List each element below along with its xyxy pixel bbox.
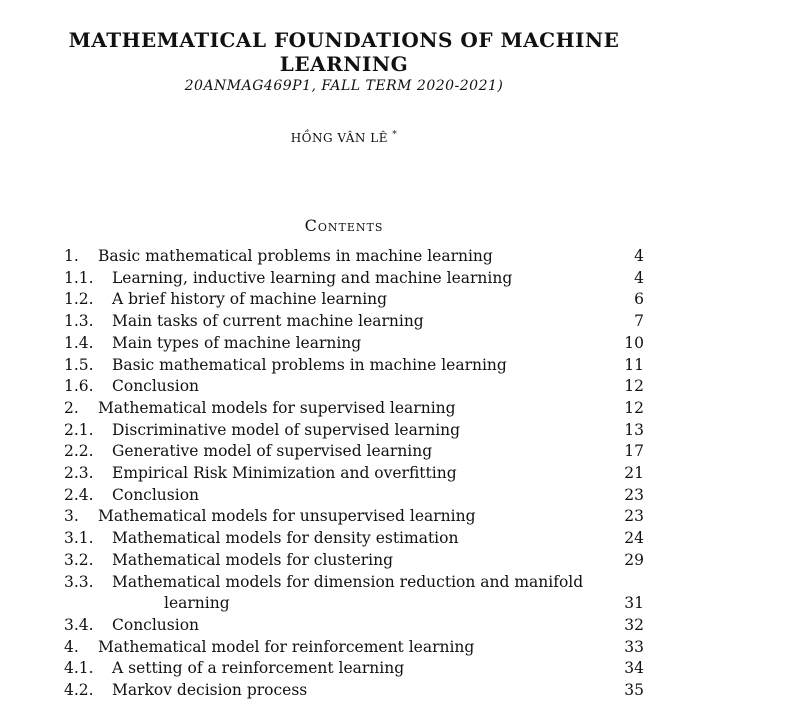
toc-entry-page-number: 4 [634,268,644,287]
toc-entry-number: 1.4. [64,333,94,352]
toc-entry-page-number: 35 [624,681,644,700]
toc-entry[interactable] [64,376,644,398]
toc-entry-page-number: 12 [624,377,644,396]
toc-entry-page-number: 13 [624,420,644,439]
toc-entry[interactable] [64,572,644,615]
document-title-line-1: MATHEMATICAL FOUNDATIONS OF MACHINE [68,28,620,52]
toc-entry-title [98,398,644,420]
toc-entry-title [112,268,644,290]
toc-entry[interactable] [64,333,644,355]
toc-entry[interactable] [64,528,644,550]
toc-entry-page-number: 7 [634,312,644,331]
toc-entry-title [112,311,644,333]
toc-entry-number: 2.1. [64,420,94,439]
toc-entry[interactable] [64,398,644,420]
toc-entry-title [112,572,644,615]
toc-entry-page-number: 6 [634,290,644,309]
toc-entry-title-text: Conclusion [112,485,200,504]
toc-entry-title-text: Mathematical models for dimension reduction and manifold [112,572,584,591]
toc-entry-page-number: 34 [624,659,644,678]
toc-entry-page-number: 33 [624,637,644,656]
toc-entry-title [98,637,644,659]
toc-entry-title [112,550,644,572]
toc-entry-title-text: A brief history of machine learning [112,290,388,309]
toc-entry-title-text: Conclusion [112,615,200,634]
toc-entry-number: 1. [64,247,79,265]
toc-entry[interactable] [64,420,644,442]
toc-entry-page-number: 31 [624,594,644,613]
toc-entry-page-number: 12 [624,398,644,417]
toc-entry[interactable] [64,355,644,377]
toc-entry-number: 2.4. [64,485,94,504]
toc-entry-title [98,506,644,528]
toc-entry-title-text: Conclusion [112,377,200,396]
toc-entry-title [112,376,644,398]
toc-entry-title [112,333,644,355]
toc-entry[interactable] [64,246,644,268]
toc-entry[interactable] [64,506,644,528]
author-line [0,130,688,145]
toc-entry-number: 3.4. [64,615,94,634]
toc-entry[interactable] [64,289,644,311]
table-of-contents [64,246,644,702]
toc-entry-title-text: Empirical Risk Minimization and overfitting [112,464,457,483]
toc-entry-number: 3.1. [64,529,94,548]
toc-entry-page-number: 24 [624,529,644,548]
document-title-line-2: LEARNING [279,52,409,76]
toc-entry[interactable] [64,637,644,659]
toc-entry-page-number: 17 [624,442,644,461]
toc-entry-title-continuation: learning [164,594,230,613]
toc-entry-title [112,680,644,702]
toc-entry-title [112,528,644,550]
toc-entry-number: 3.2. [64,550,94,569]
toc-entry[interactable] [64,615,644,637]
toc-entry-page-number: 4 [634,247,644,265]
toc-entry-title [112,355,644,377]
toc-entry-number: 4.2. [64,681,94,700]
toc-entry-number: 2.2. [64,442,94,461]
toc-entry[interactable] [64,441,644,463]
toc-entry-title-text: Main types of machine learning [112,333,362,352]
toc-entry-title [112,441,644,463]
toc-entry-page-number: 29 [624,550,644,569]
toc-entry[interactable] [64,485,644,507]
toc-entry-title-text: Mathematical models for clustering [112,550,394,569]
toc-entry-title-text: A setting of a reinforcement learning [112,659,405,678]
author-footnote-mark: * [392,130,398,140]
toc-entry-title [98,246,644,268]
toc-entry-title-text: Markov decision process [112,681,308,700]
toc-entry-page-number: 10 [624,333,644,352]
toc-entry[interactable] [64,550,644,572]
toc-entry-title-text: Mathematical model for reinforcement learning [98,637,475,656]
toc-entry-page-number: 32 [624,615,644,634]
toc-entry[interactable] [64,311,644,333]
toc-entry-title-text: Mathematical models for density estimation [112,529,459,548]
toc-entry-number: 1.5. [64,355,94,374]
toc-entry-title-text: Basic mathematical problems in machine learning [98,247,493,265]
course-subtitle: 20ANMAG469P1, FALL TERM 2020-2021) [184,78,504,94]
toc-entry-number: 3. [64,507,79,526]
toc-entry-number: 1.2. [64,290,94,309]
toc-entry-page-number: 21 [624,464,644,483]
toc-entry-number: 3.3. [64,572,94,591]
toc-entry-title [112,420,644,442]
toc-entry-number: 2.3. [64,464,94,483]
toc-entry[interactable] [64,268,644,290]
toc-entry-title [112,463,644,485]
toc-entry-title [112,289,644,311]
toc-entry-number: 2. [64,398,79,417]
toc-entry-title [112,485,644,507]
toc-entry-number: 4.1. [64,659,94,678]
toc-entry-number: 4. [64,637,79,656]
toc-entry-number: 1.1. [64,268,94,287]
toc-entry-number: 1.6. [64,377,94,396]
author-name: HỒNG VÂN LÊ [290,131,388,145]
contents-heading: Contents [304,216,384,235]
toc-entry[interactable] [64,658,644,680]
toc-entry-title-text: Basic mathematical problems in machine learning [112,355,507,374]
toc-entry-title [112,658,644,680]
toc-entry-page-number: 23 [624,507,644,526]
toc-entry-page-number: 23 [624,485,644,504]
toc-entry-title-text: Mathematical models for unsupervised learning [98,507,476,526]
toc-entry[interactable] [64,463,644,485]
toc-entry-number: 1.3. [64,312,94,331]
toc-entry-title-text: Generative model of supervised learning [112,442,433,461]
toc-entry-title [112,615,644,637]
toc-entry-title-text: Discriminative model of supervised learning [112,420,461,439]
toc-entry-page-number: 11 [624,355,644,374]
toc-entry[interactable] [64,680,644,702]
toc-entry-title-text: Learning, inductive learning and machine learning [112,268,513,287]
toc-entry-title-text: Main tasks of current machine learning [112,312,424,331]
toc-entry-title-text: Mathematical models for supervised learning [98,398,456,417]
